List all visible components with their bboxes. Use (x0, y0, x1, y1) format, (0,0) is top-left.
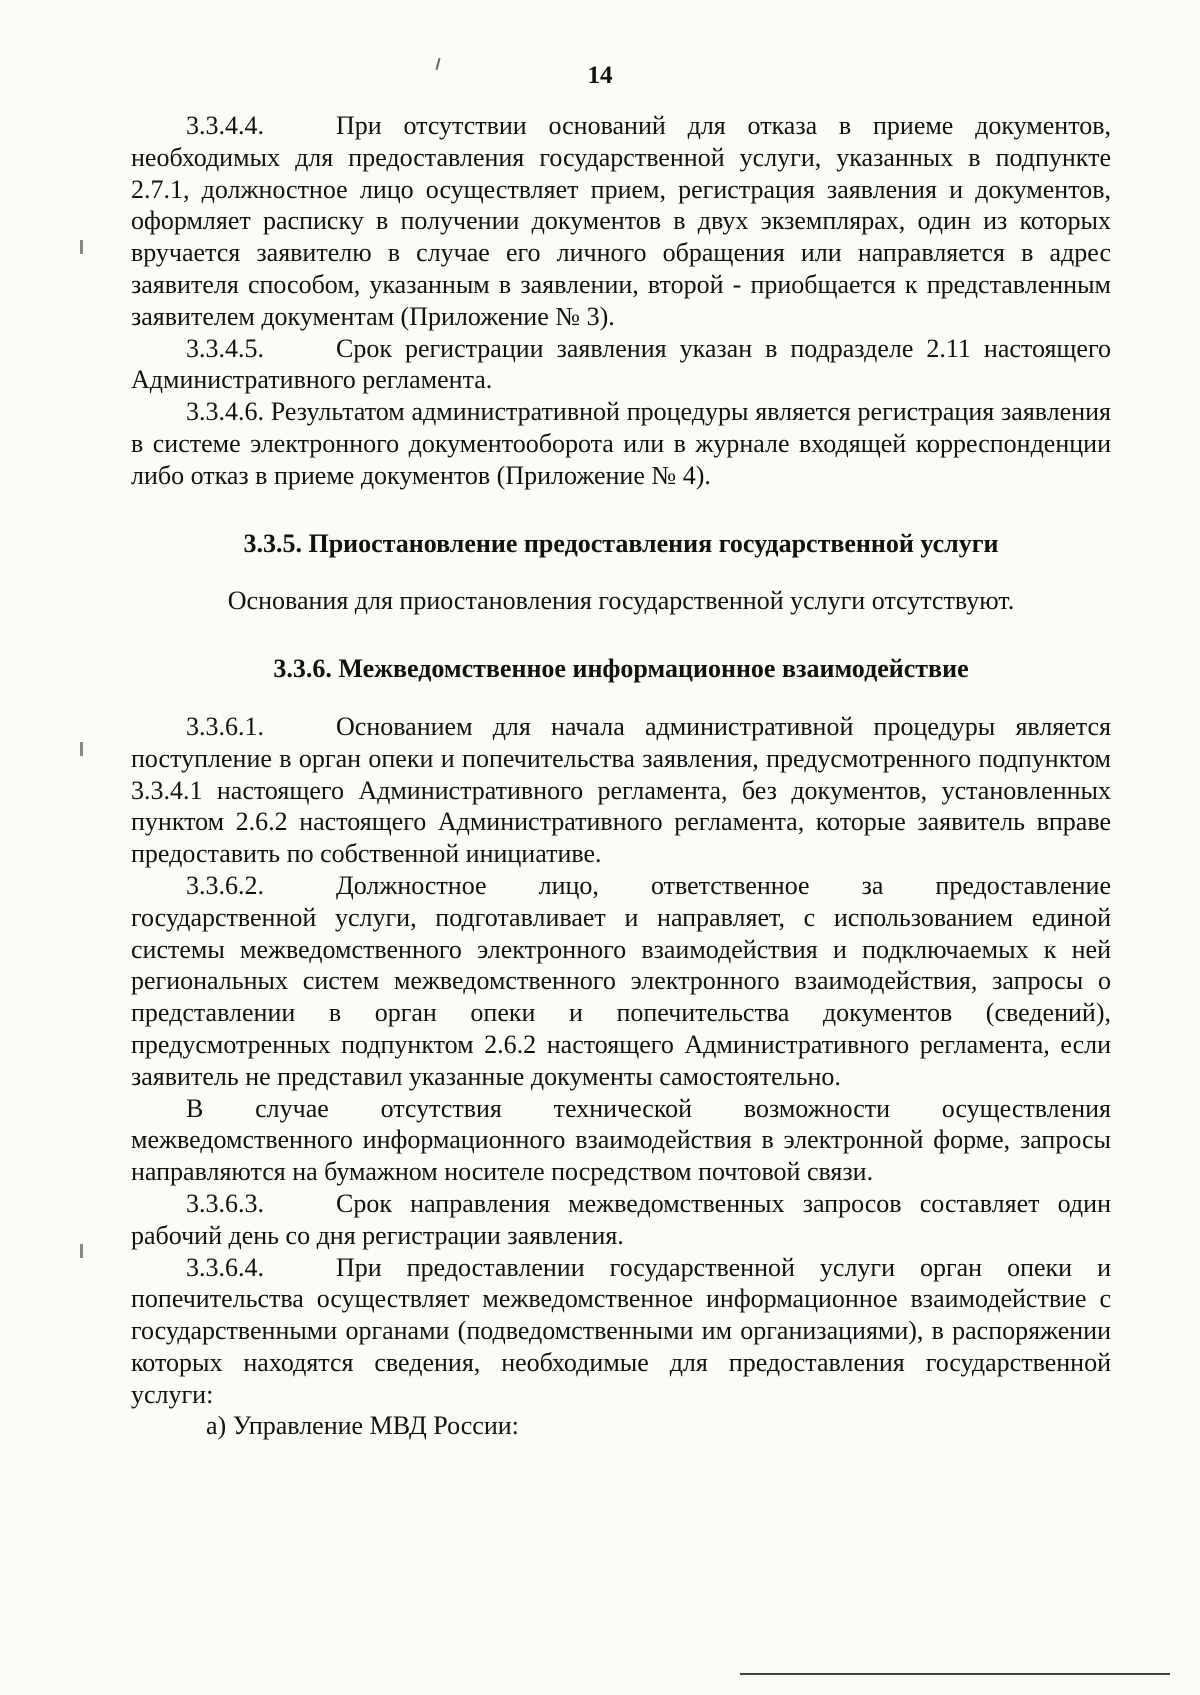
paragraph-3-3-4-6 (131, 396, 1111, 491)
page-number: 14 (587, 62, 613, 89)
paragraph-3-3-6-4 (131, 1252, 1111, 1411)
paragraph-text: Должностное лицо, ответственное за предоставление государственной услуги, подготавливает и направляет, с использованием единой системы межведомственного электронного взаимодействия и подключаемых к ней региональных систем межведомственного электронного взаимодействия, запросы о представлении в орган опеки и попечительства документов (сведений), предусмотренных подпунктом 2.6.2 настоящего Административного регламента, если заявитель не представил указанные документы самостоятельно. (131, 870, 1111, 1091)
clause-number: 3.3.6.4. (186, 1252, 264, 1282)
section-heading-3-3-5: 3.3.5. Приостановление предоставления государственной услуги (243, 528, 999, 558)
paragraph-3-3-6-2 (131, 870, 1111, 1093)
paragraph-3-3-4-4 (131, 110, 1111, 333)
clause-number: 3.3.4.4. (186, 111, 264, 140)
clause-number: 3.3.4.5. (186, 333, 264, 363)
paragraph-technical-case: В случае отсутствия технической возможности осуществления межведомственного информационного взаимодействия в электронной форме, запросы направляются на бумажном носителе посредством почтовой связи. (131, 1093, 1111, 1187)
list-item-a: а) Управление МВД России: (206, 1411, 519, 1441)
section-3-3-5-text: Основания для приостановления государственной услуги отсутствуют. (227, 586, 1015, 616)
clause-number: 3.3.6.1. (186, 711, 264, 741)
footer-rule (740, 1673, 1170, 1675)
paragraph-text: Результатом административной процедуры является регистрация заявления в системе электронного документооборота или в журнале входящей корреспонденции либо отказ в приеме документов (Приложение № 4). (131, 397, 1112, 490)
document-body (131, 110, 1111, 1442)
clause-number: 3.3.6.2. (186, 870, 264, 900)
paragraph-text: Срок направления межведомственных запросов составляет один рабочий день со дня регистрации заявления. (131, 1188, 1111, 1250)
margin-mark (80, 742, 83, 756)
margin-mark (80, 1244, 83, 1258)
paragraph-text: Срок регистрации заявления указан в подразделе 2.11 настоящего Административного регламента. (131, 333, 1111, 395)
paragraph-3-3-4-5 (131, 333, 1111, 397)
clause-number: 3.3.6.3. (186, 1188, 264, 1218)
margin-mark (80, 240, 83, 254)
paragraph-3-3-6-1 (131, 711, 1111, 870)
paragraph-text: При отсутствии оснований для отказа в приеме документов, необходимых для предоставления государственной услуги, указанных в подпункте 2.7.1, должностное лицо осуществляет прием, регистрация заявления и документов, оформляет расписку в получении документов в двух экземплярах, один из которых вручается заявителю в случае его личного обращения или направляется в адрес заявителя способом, указанным в заявлении, второй - приобщается к представленным заявителем документам (Приложение № 3). (131, 111, 1111, 331)
clause-number: 3.3.4.6. (186, 397, 264, 427)
section-heading-3-3-6: 3.3.6. Межведомственное информационное взаимодействие (273, 654, 969, 684)
paragraph-3-3-6-3 (131, 1188, 1111, 1252)
paragraph-text: Основанием для начала административной процедуры является поступление в орган опеки и попечительства заявления, предусмотренного подпунктом 3.3.4.1 настоящего Административного регламента, без документов, установленных пунктом 2.6.2 настоящего Административного регламента, которые заявитель вправе предоставить по собственной инициативе. (131, 711, 1111, 869)
paragraph-text: При предоставлении государственной услуги орган опеки и попечительства осуществляет межведомственное информационное взаимодействие с государственными органами (подведомственными им организациями), в распоряжении которых находятся сведения, необходимые для предоставления государственной услуги: (131, 1252, 1111, 1409)
